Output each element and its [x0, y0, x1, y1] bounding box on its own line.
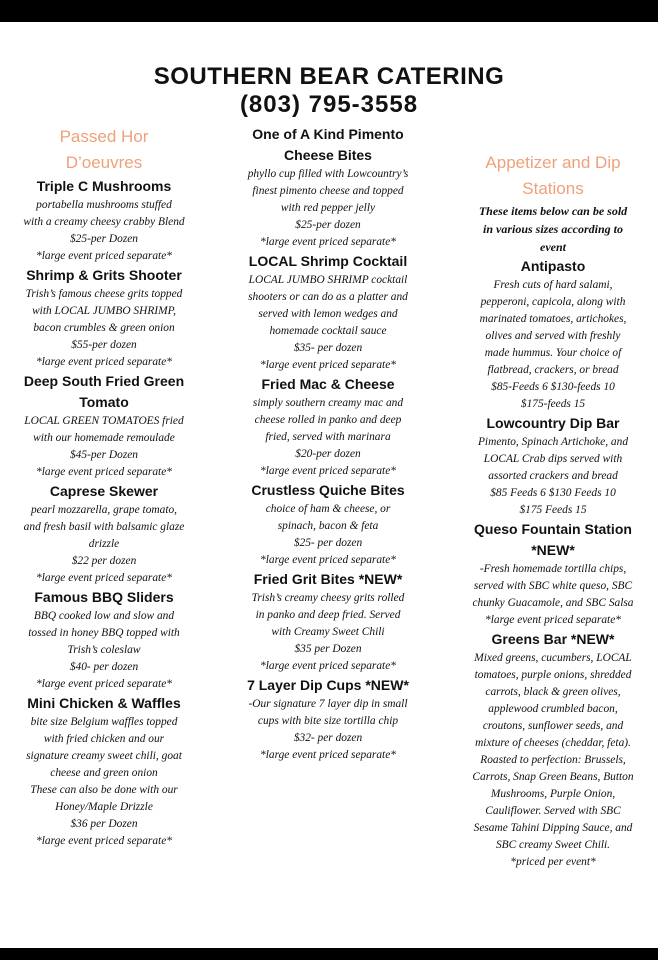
menu-item [4, 265, 204, 371]
item-description-line: applewood crumbled bacon, [488, 703, 618, 715]
item-note: *large event priced separate* [260, 236, 396, 248]
item-description-line: bacon crumbles & green onion [33, 322, 175, 334]
item-title [226, 480, 430, 501]
item-description-line: assorted crackers and bread [488, 470, 618, 482]
item-description-line: cheese rolled in panko and deep [254, 414, 402, 426]
item-description-line: Trish’s creamy cheesy grits rolled [251, 592, 405, 604]
item-description [4, 502, 204, 553]
item-title-line: Queso Fountain Station [474, 521, 632, 537]
item-description-line: LOCAL GREEN TOMATOES fried [24, 415, 184, 427]
item-description-line: cheese and green onion [50, 767, 158, 779]
item-description-line: SBC creamy Sweet Chili. [495, 839, 611, 851]
item-title-line: Deep South Fried Green [23, 373, 185, 389]
menu-item [4, 371, 204, 481]
item-description-line: in panko and deep fried. Served [255, 609, 401, 621]
item-title-line: Crustless Quiche Bites [251, 482, 405, 498]
item-description-line: with Creamy Sweet Chili [271, 626, 385, 638]
item-title-line: Greens Bar *NEW* [491, 631, 615, 647]
item-description-line: $175 Feeds 15 [519, 504, 587, 516]
item-title-line: Cheese Bites [284, 147, 372, 163]
item-description-line: These can also be done with our [30, 784, 178, 796]
item-description [452, 277, 654, 413]
item-description-line: Honey/Maple Drizzle [55, 801, 153, 813]
item-note: *large event priced separate* [36, 678, 172, 690]
item-description-line: phyllo cup filled with Lowcountry’s [247, 168, 409, 180]
item-description-line: chunky Guacamole, and SBC Salsa [472, 597, 634, 609]
section-title [452, 150, 654, 202]
menu-item [4, 693, 204, 850]
item-title-line: Fried Grit Bites *NEW* [253, 571, 403, 587]
menu-item [4, 176, 204, 265]
item-description-line: homemade cocktail sauce [269, 325, 387, 337]
item-description-line: *priced per event* [510, 856, 596, 868]
item-description-line: tomatoes, purple onions, shredded [474, 669, 632, 681]
item-description-line: and fresh basil with balsamic glaze [23, 521, 185, 533]
item-description-line: LOCAL Crab dips served with [483, 453, 623, 465]
item-description-line: with a creamy cheesy crabby Blend [23, 216, 185, 228]
item-description-line: shooters or can do as a platter and [248, 291, 408, 303]
menu-item [226, 675, 430, 764]
item-description-line: Carrots, Snap Green Beans, Button [472, 771, 634, 783]
menu-item [226, 374, 430, 480]
item-description-line: tossed in honey BBQ topped with [28, 627, 180, 639]
item-price: $25-per dozen [295, 219, 361, 231]
item-description-line: $85-Feeds 6 $130-feeds 10 [491, 381, 615, 393]
section-title-line: Appetizer and Dip [485, 153, 621, 172]
item-title [226, 124, 430, 166]
item-description-line: Trish’s coleslaw [67, 644, 141, 656]
item-note: *large event priced separate* [36, 250, 172, 262]
item-price: $35- per dozen [293, 342, 363, 354]
item-description-line: Cauliflower. Served with SBC [485, 805, 621, 817]
item-description-line: olives and served with freshly [485, 330, 621, 342]
item-title-line: Shrimp & Grits Shooter [26, 267, 182, 283]
item-title-line: *NEW* [531, 542, 575, 558]
item-price: $32- per dozen [293, 732, 363, 744]
menu-item [452, 519, 654, 629]
item-description-line: with LOCAL JUMBO SHRIMP, [32, 305, 176, 317]
item-note: *large event priced separate* [260, 749, 396, 761]
item-description-line: made hummus. Your choice of [484, 347, 622, 359]
item-title [4, 693, 204, 714]
item-description-line: portabella mushrooms stuffed [36, 199, 172, 211]
menu-item [226, 124, 430, 251]
item-title [452, 413, 654, 434]
section-intro-line: These items below can be sold [478, 204, 628, 218]
item-price: $22 per dozen [71, 555, 137, 567]
section-intro-line: in various sizes according to [482, 222, 623, 236]
menu-item [4, 481, 204, 587]
item-price: $20-per dozen [295, 448, 361, 460]
item-note: *large event priced separate* [260, 465, 396, 477]
item-title-line: Triple C Mushrooms [36, 178, 172, 194]
item-description-line: -Our signature 7 layer dip in small [248, 698, 408, 710]
menu-item [4, 587, 204, 693]
top-frame-bar [0, 0, 658, 22]
item-description-line: Pimento, Spinach Artichoke, and [477, 436, 629, 448]
item-description [452, 650, 654, 871]
item-description-line: Trish’s famous cheese grits topped [25, 288, 183, 300]
item-description [226, 590, 430, 641]
item-title [452, 256, 654, 277]
item-price: $40- per dozen [69, 661, 139, 673]
item-description-line: finest pimento cheese and topped [252, 185, 404, 197]
item-description-line: signature creamy sweet chili, goat [26, 750, 182, 762]
item-description [226, 395, 430, 446]
item-description-line: choice of ham & cheese, or [265, 503, 391, 515]
item-title-line: Fried Mac & Cheese [261, 376, 395, 392]
item-price: $36 per Dozen [70, 818, 138, 830]
item-price: $55-per dozen [71, 339, 137, 351]
item-price: $45-per Dozen [69, 449, 139, 461]
item-description-line: Roasted to perfection: Brussels, [480, 754, 626, 766]
item-title [4, 265, 204, 286]
section-title-line: Passed Hor [59, 127, 149, 146]
item-description-line: flatbread, crackers, or bread [487, 364, 619, 376]
bottom-frame-bar [0, 948, 658, 960]
item-description-line: fried, served with marinara [265, 431, 391, 443]
item-title [4, 371, 204, 413]
item-title [4, 587, 204, 608]
item-description [4, 413, 204, 447]
phone-number: (803) 795-3558 [239, 91, 419, 118]
menu-header [0, 62, 658, 119]
item-title [226, 251, 430, 272]
item-description-line: Mixed greens, cucumbers, LOCAL [474, 652, 632, 664]
item-description [226, 166, 430, 217]
item-note: *large event priced separate* [260, 554, 396, 566]
column-passed-hors-doeuvres [4, 124, 204, 850]
business-name: SOUTHERN BEAR CATERING [153, 63, 505, 90]
item-title [226, 374, 430, 395]
item-note: *large event priced separate* [36, 835, 172, 847]
item-price: $35 per Dozen [294, 643, 362, 655]
item-title [452, 629, 654, 650]
menu-item [452, 629, 654, 871]
item-description-line: with our homemade remoulade [33, 432, 175, 444]
column-middle-items [226, 124, 430, 764]
item-description-line: drizzle [88, 538, 120, 550]
item-description-line: pearl mozzarella, grape tomato, [30, 504, 178, 516]
item-description-line: Sesame Tahini Dipping Sauce, and [473, 822, 633, 834]
item-description [452, 561, 654, 629]
section-intro-line: event [540, 240, 566, 254]
item-title-line: LOCAL Shrimp Cocktail [248, 253, 408, 269]
item-description-line: Mushrooms, Purple Onion, [490, 788, 616, 800]
item-description-line: spinach, bacon & feta [277, 520, 379, 532]
menu-item [452, 256, 654, 413]
item-description-line: LOCAL JUMBO SHRIMP cocktail [248, 274, 408, 286]
item-title-line: Caprese Skewer [49, 483, 159, 499]
item-title-line: One of A Kind Pimento [252, 126, 404, 142]
item-description-line: $85 Feeds 6 $130 Feeds 10 [490, 487, 616, 499]
item-description-line: *large event priced separate* [485, 614, 621, 626]
item-description [226, 501, 430, 535]
item-description-line: pepperoni, capicola, along with [480, 296, 626, 308]
item-title [226, 675, 430, 696]
item-description-line: served with lemon wedges and [258, 308, 398, 320]
item-title-line: Famous BBQ Sliders [34, 589, 174, 605]
item-note: *large event priced separate* [36, 356, 172, 368]
item-title-line: Lowcountry Dip Bar [486, 415, 620, 431]
item-description [4, 286, 204, 337]
item-note: *large event priced separate* [36, 572, 172, 584]
item-description [226, 696, 430, 730]
item-description [4, 197, 204, 231]
item-description-line: BBQ cooked low and slow and [33, 610, 175, 622]
item-description-line: croutons, sunflower seeds, and [482, 720, 624, 732]
item-description-line: with red pepper jelly [280, 202, 376, 214]
menu-item [226, 569, 430, 675]
menu-item [226, 251, 430, 374]
section-title [4, 124, 204, 176]
item-description [4, 608, 204, 659]
item-description-line: simply southern creamy mac and [252, 397, 404, 409]
item-title-line: Mini Chicken & Waffles [27, 695, 181, 711]
item-title-line: Tomato [79, 394, 129, 410]
item-description-line: bite size Belgium waffles topped [30, 716, 178, 728]
item-description-line: with fried chicken and our [43, 733, 165, 745]
item-price: $25- per dozen [293, 537, 363, 549]
column-appetizer-dip-stations [452, 150, 654, 871]
section-title-line: D’oeuvres [65, 153, 143, 172]
section-title-line: Stations [522, 179, 584, 198]
item-description-line: Fresh cuts of hard salami, [493, 279, 613, 291]
item-description [4, 714, 204, 816]
item-title [452, 519, 654, 561]
item-price: $25-per Dozen [69, 233, 139, 245]
item-title [226, 569, 430, 590]
menu-item [452, 413, 654, 519]
menu-item [226, 480, 430, 569]
item-title-line: 7 Layer Dip Cups *NEW* [247, 677, 409, 693]
section-intro [452, 202, 654, 256]
item-description [452, 434, 654, 519]
item-note: *large event priced separate* [260, 660, 396, 672]
item-title [4, 481, 204, 502]
item-description-line: marinated tomatoes, artichokes, [479, 313, 627, 325]
item-title-line: Antipasto [520, 258, 586, 274]
item-description-line: -Fresh homemade tortilla chips, [479, 563, 627, 575]
item-note: *large event priced separate* [260, 359, 396, 371]
item-description-line: mixture of cheeses (cheddar, feta). [475, 737, 631, 749]
item-description-line: carrots, black & green olives, [485, 686, 621, 698]
item-description-line: served with SBC white queso, SBC [473, 580, 633, 592]
item-description-line: $175-feeds 15 [520, 398, 586, 410]
item-note: *large event priced separate* [36, 466, 172, 478]
item-title [4, 176, 204, 197]
item-description [226, 272, 430, 340]
item-description-line: cups with bite size tortilla chip [257, 715, 399, 727]
